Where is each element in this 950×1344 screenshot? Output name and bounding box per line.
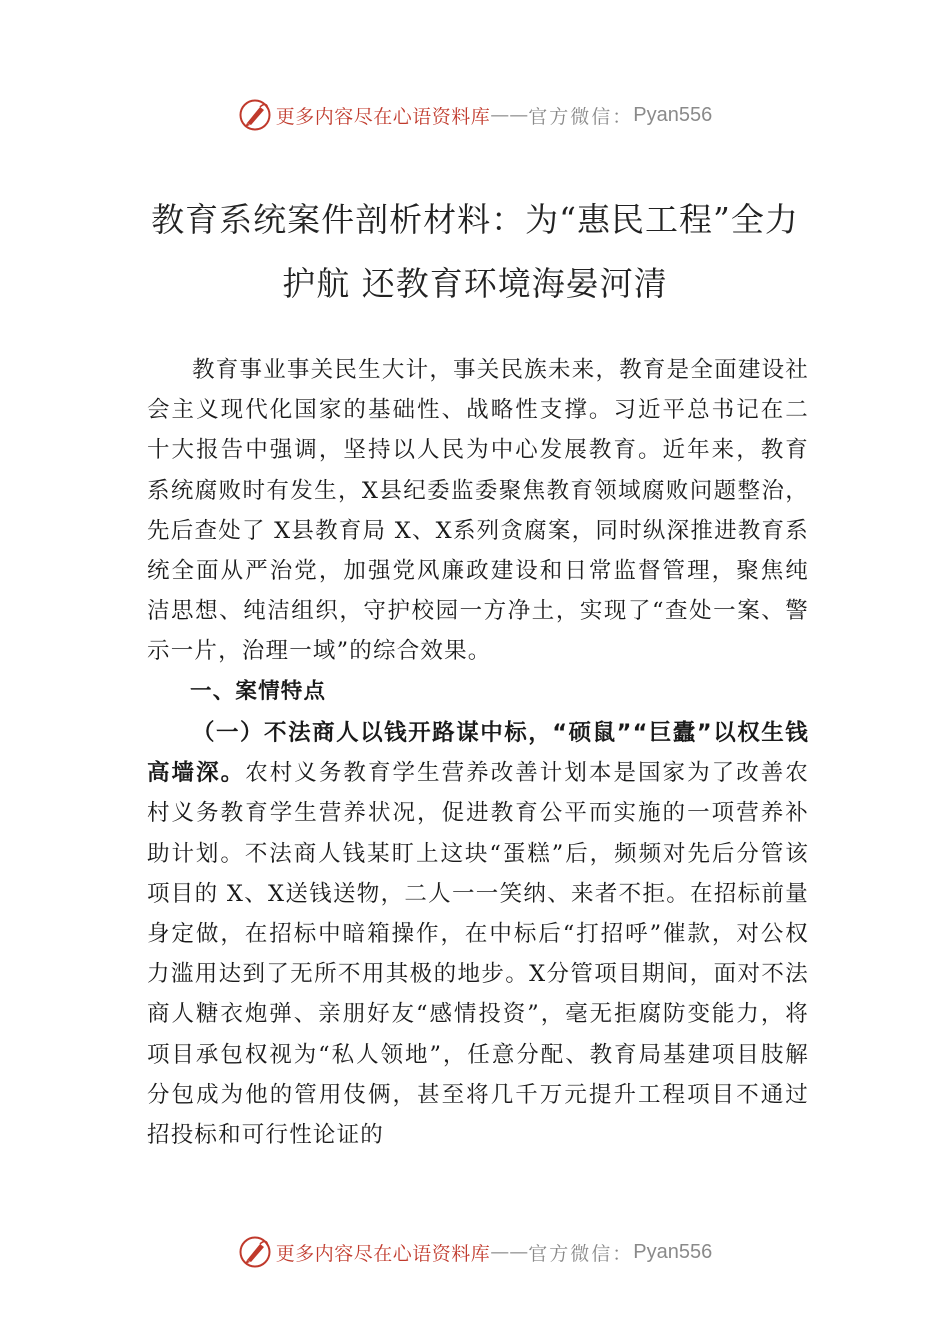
footer-watermark [0,1232,950,1272]
case-paragraph [147,713,809,1155]
watermark-wechat-id: Pyan556 [633,1240,713,1263]
quill-pen-logo-icon [238,1235,272,1269]
case-paragraph-block [147,713,809,1155]
watermark-wechat-label: 官方微信： [528,1242,634,1265]
watermark-dash: —— [490,1241,529,1263]
subsection-1-heading: （一）不法商人以钱开路谋中标，“硕鼠”“巨蠹”以权生钱高墙深。 [147,720,809,787]
watermark-brand-text: 更多内容尽在心语资料库 [275,105,491,128]
watermark-wechat-label: 官方微信： [528,105,634,128]
watermark-brand-text: 更多内容尽在心语资料库 [275,1242,491,1265]
header-watermark [0,95,950,135]
subsection-1-body: 农村义务教育学生营养改善计划本是国家为了改善农村义务教育学生营养状况，促进教育公平而实施的一项营养补助计划。不法商人钱某盯上这块“蛋糕”后，频频对先后分管该项目的 X、X送钱送物，二人一一笑纳、来者不拒。在招标前量身定做，在招标中暗箱操作，在中标后“打招呼”催款，对公权力滥用达到了无所不用其极的地步。X分管项目期间，面对不法商人糖衣炮弹、亲朋好友“感情投资”，毫无拒腐防变能力，将项目承包权视为“私人领地”，任意分配、教育局基建项目肢解分包成为他的管用伎俩，甚至将几千万元提升工程项目不通过招投标和可行性论证的 [147,760,809,1149]
quill-pen-logo-icon [238,98,272,132]
intro-paragraph: 教育事业事关民生大计，事关民族未来，教育是全面建设社会主义现代化国家的基础性、战略性支撑。习近平总书记在二十大报告中强调，坚持以人民为中心发展教育。近年来，教育系统腐败时有发生，X县纪委监委聚焦教育领域腐败问题整治，先后查处了 X县教育局 X、X系列贪腐案，同时纵深推进教育系统全面从严治党，加强党风廉政建设和日常监督管理，聚焦纯洁思想、纯洁组织，守护校园一方净土，实现了“查处一案、警示一片，治理一域”的综合效果。 [147,357,809,665]
intro-paragraph-block [147,350,809,672]
watermark-dash: —— [490,104,529,126]
watermark-wechat-id: Pyan556 [633,103,713,126]
section-heading-block [147,672,809,712]
document-title: 教育系统案件剖析材料：为“惠民工程”全力护航 还教育环境海晏河清 [151,200,799,303]
section-1-heading: 一、案情特点 [190,679,327,704]
